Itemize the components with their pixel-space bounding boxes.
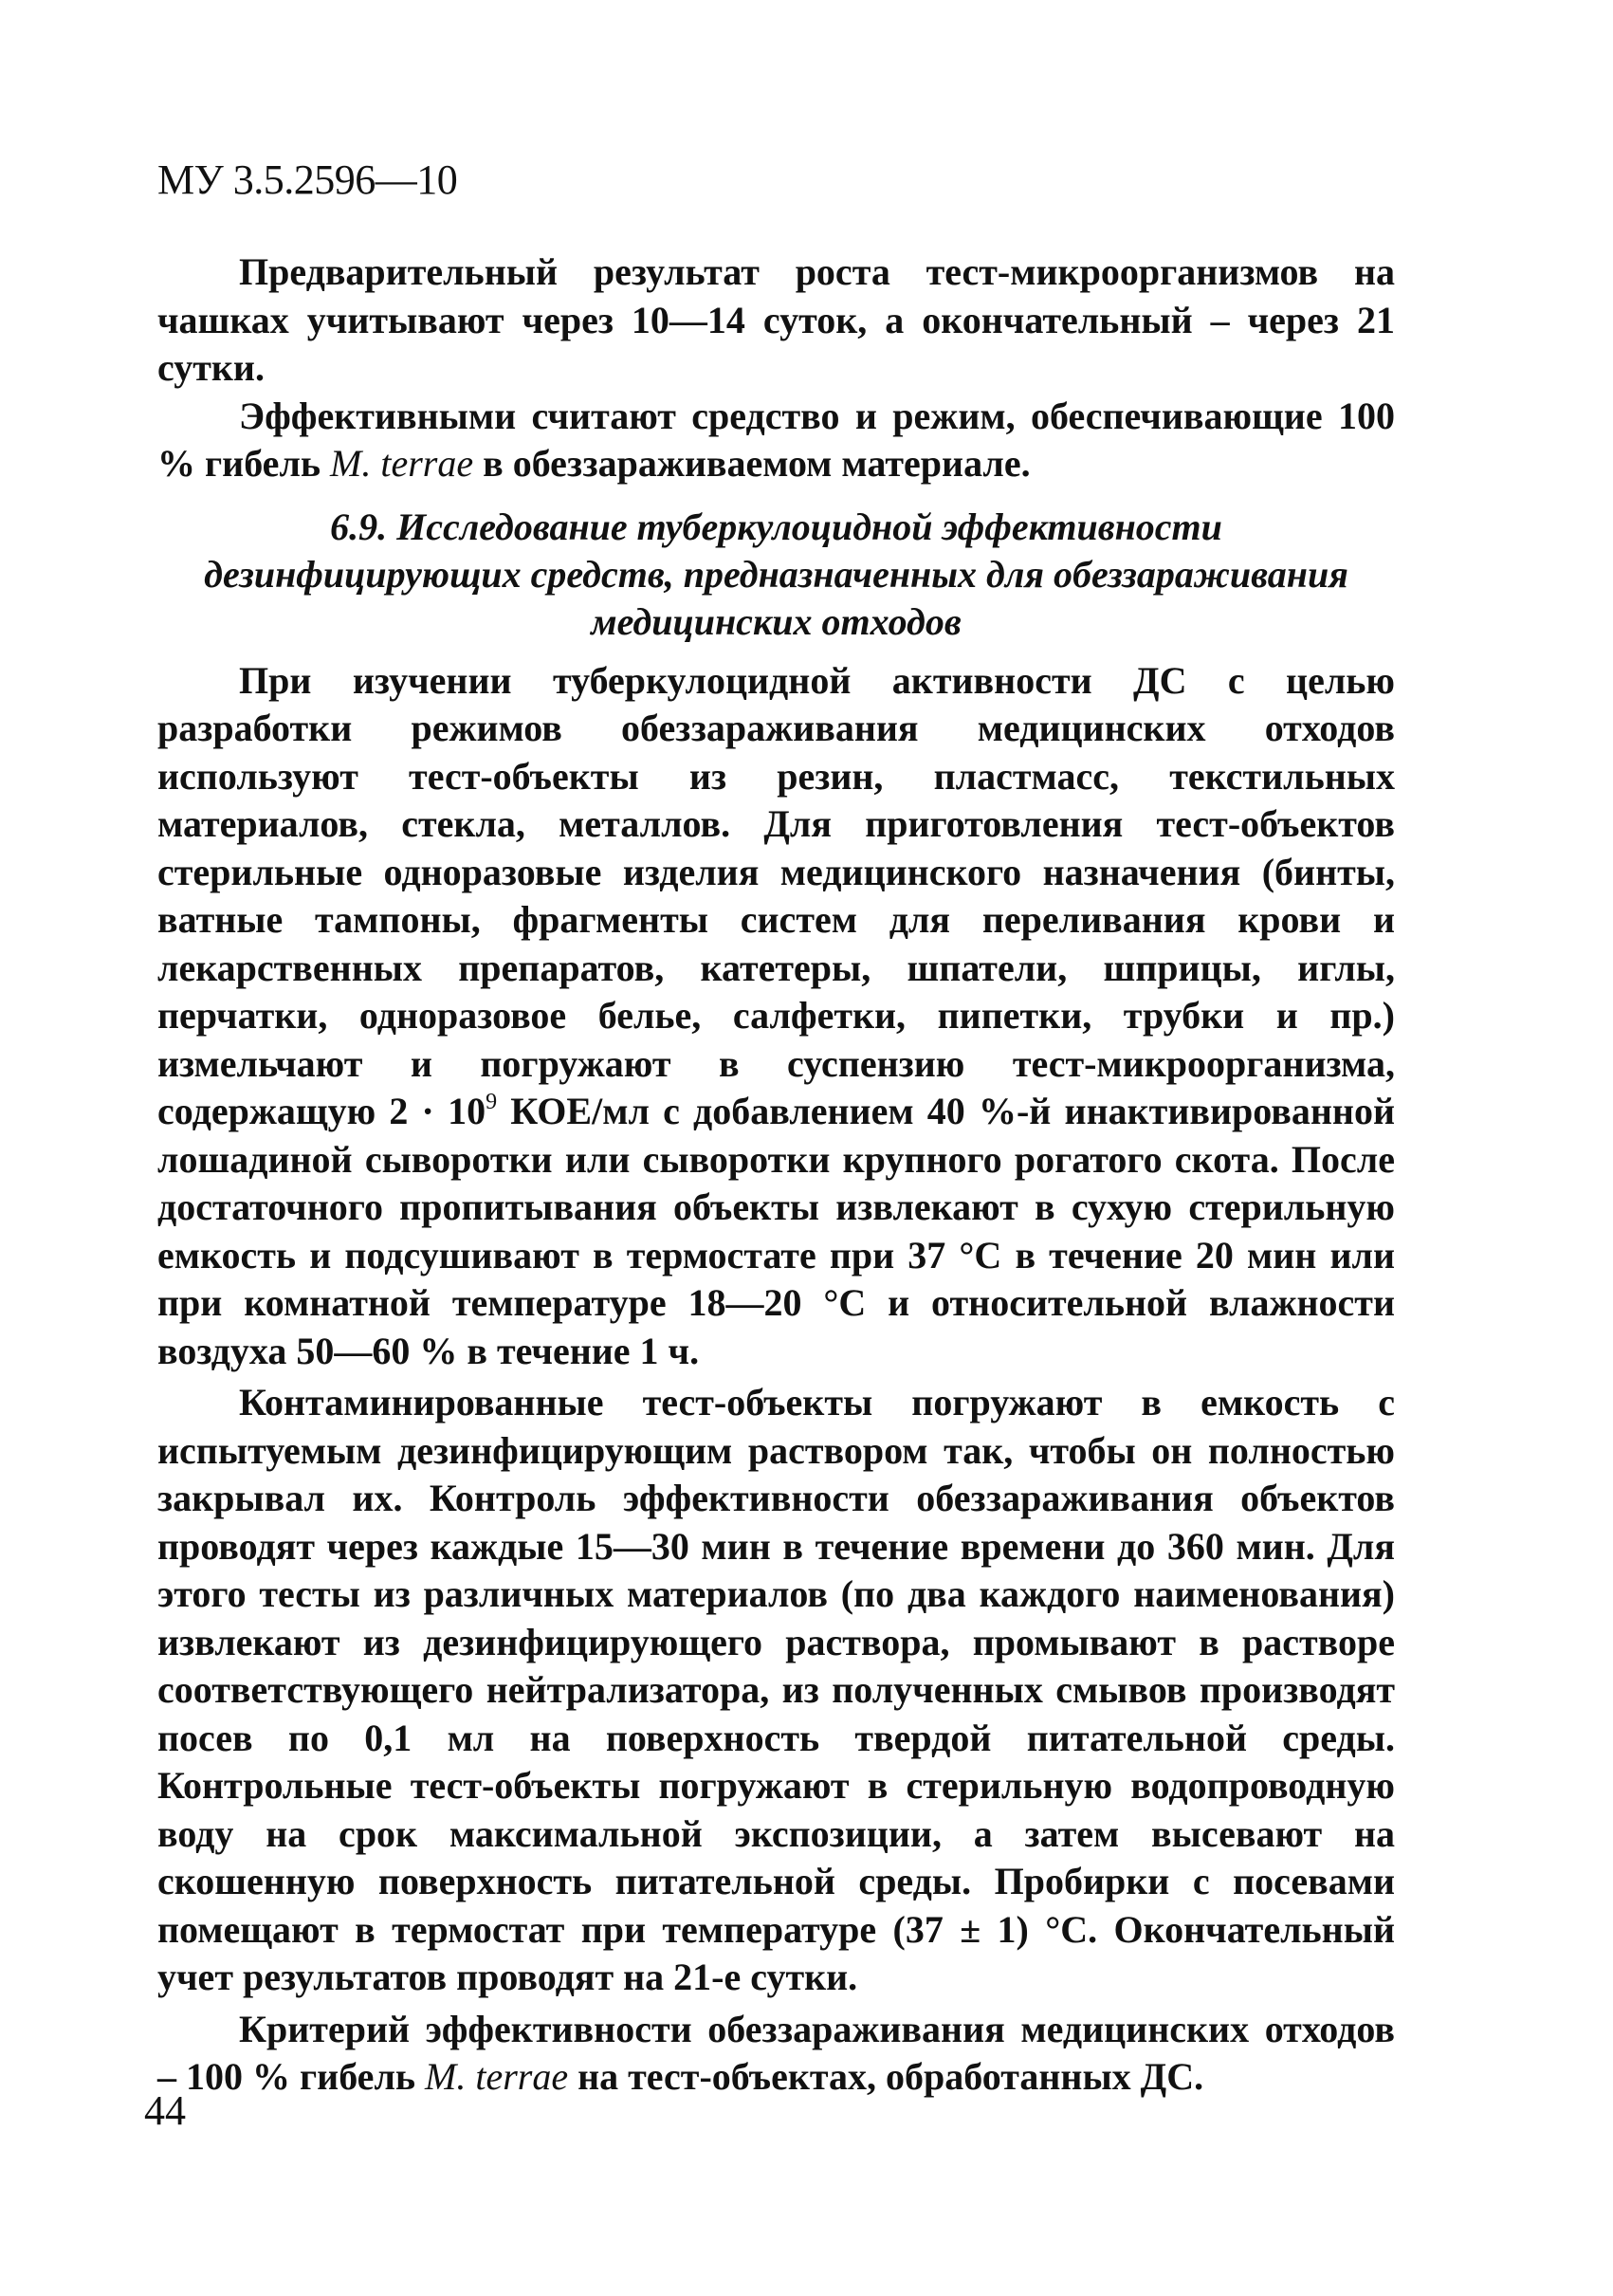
paragraph-text: в обеззараживаемом материале.: [473, 442, 1031, 485]
paragraph-text: на тест-объектах, обработанных ДС.: [568, 2055, 1204, 2098]
dose-value: [389, 1090, 497, 1132]
paragraph-test-objects: [157, 657, 1395, 1376]
dose-base: 2 · 10: [389, 1090, 486, 1132]
page-number: 44: [144, 2087, 186, 2134]
dose-exponent: 9: [486, 1090, 498, 1114]
section-heading-line: дезинфицирующих средств, предназначенных для обеззараживания: [204, 552, 1348, 596]
paragraph-contamination-procedure: Контаминированные тест-объекты погружают в емкость с испытуемым дезинфицирующим раствором так, чтобы он полностью закрывал их. Контроль эффективности обеззараживания объектов проводят через каждые 15—30 мин в течение времени до 360 мин. Для этого тесты из различных материалов (по два каждого наименования) извлекают из дезинфицирующего раствора, промывают в растворе соответствующего нейтрализатора, из полученных смывов производят посев по 0,1 мл на поверхность твердой питательной среды. Контрольные тест-объекты погружают в стерильную водопроводную воду на срок максимальной экспозиции, а затем высевают на скошенную поверхность питательной среды. Пробирки с посевами помещают в термостат при температуре (37 ± 1) °С. Окончательный учет результатов проводят на 21-е сутки.: [157, 1381, 1395, 1998]
paragraph-text: Критерий эффективности обеззараживания медицинских отходов – 100 % гибель: [157, 2007, 1395, 2098]
section-heading-6-9: [157, 504, 1395, 646]
paragraph-effectiveness-criterion: [157, 393, 1395, 488]
paragraph-final-criterion: [157, 2006, 1395, 2102]
document-body: [157, 248, 1395, 2105]
paragraph-preliminary-result: Предварительный результат роста тест-микроорганизмов на чашках учитывают через 10—14 суток, а окончательный – через 21 сутки.: [157, 250, 1395, 389]
section-heading-line: 6.9. Исследование туберкулоцидной эффективности: [330, 505, 1222, 548]
document-code-header: МУ 3.5.2596—10: [157, 156, 458, 203]
species-name: M. terrae: [330, 442, 474, 485]
species-name: M. terrae: [425, 2055, 569, 2098]
paragraph-text: Эффективными считают средство и режим, обеспечивающие 100 % гибель: [157, 394, 1395, 485]
paragraph-text: При изучении туберкулоцидной активности ДС с целью разработки режимов обеззараживания медицинских отходов используют тест-объекты из резин, пластмасс, текстильных материалов, стекла, металлов. Для приготовления тест-объектов стерильные одноразовые изделия медицинского назначения (бинты, ватные тампоны, фрагменты систем для переливания крови и лекарственных препаратов, катетеры, шпатели, шприцы, иглы, перчатки, одноразовое белье, салфетки, пипетки, трубки и пр.) измельчают и погружают в суспензию тест-микроорганизма, содержащую: [157, 658, 1395, 1132]
paragraph-text: КОЕ/мл с добавлением 40 %-й инактивированной лошадиной сыворотки или сыворотки крупного рогатого скота. После достаточного пропитывания объекты извлекают в сухую стерильную емкость и подсушивают в термостате при 37 °С в течение 20 мин или при комнатной температуре 18—20 °С и относительной влажности воздуха 50—60 % в течение 1 ч.: [157, 1090, 1396, 1372]
section-heading-line: медицинских отходов: [591, 599, 962, 643]
